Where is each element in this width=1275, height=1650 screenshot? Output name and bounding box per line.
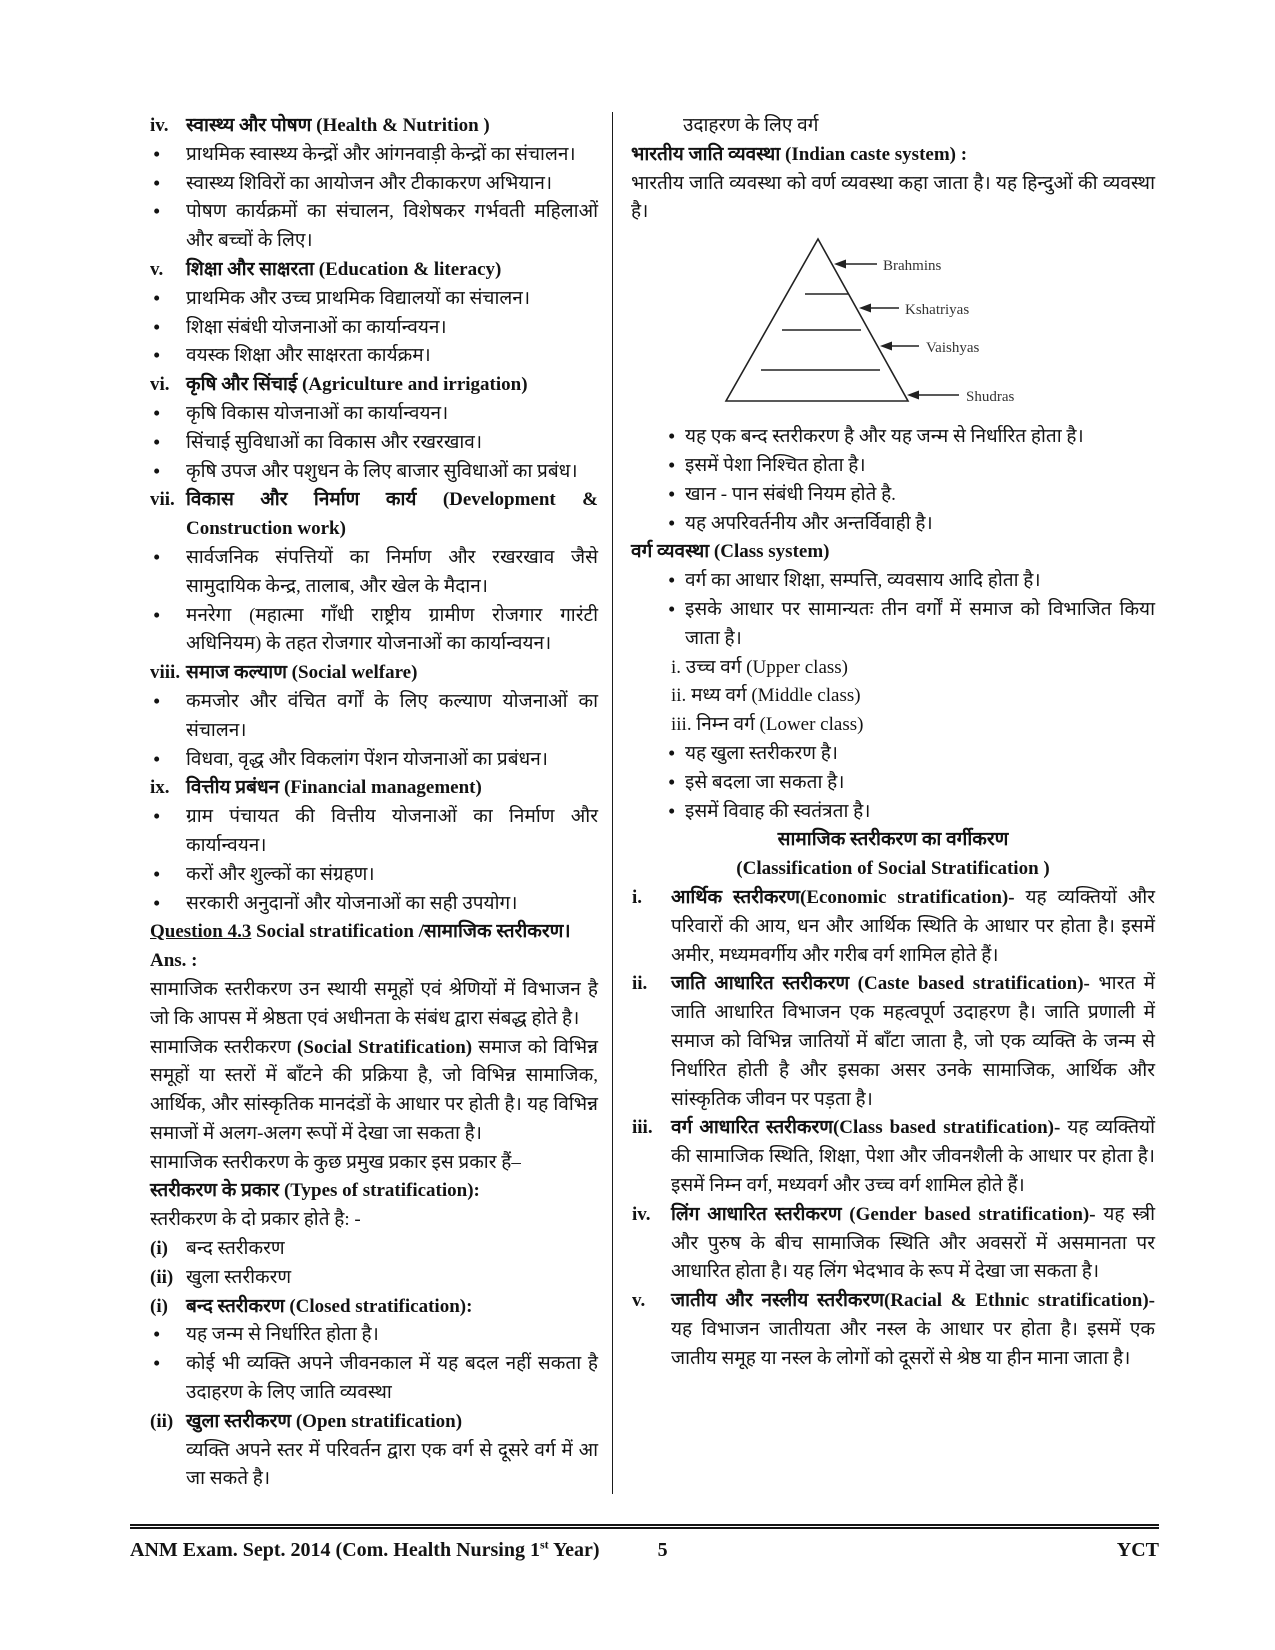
list-item-text: यह जन्म से निर्धारित होता है। [186,1324,379,1346]
list-item-text: सरकारी अनुदानों और योजनाओं का सही उपयोग। [186,892,518,914]
footer-left [130,1536,668,1565]
list-item [631,452,1155,481]
item-number: (i) [150,1295,168,1317]
bullet-icon: • [668,424,676,449]
list-item [150,803,598,861]
item-text: उच्च वर्ग (Upper class) [685,656,849,678]
section-heading-v [150,256,598,285]
section-number: iv. [150,115,169,136]
bullet-icon: • [153,141,161,166]
page-number: 5 [657,1539,668,1562]
list-item [150,890,598,919]
bullet-icon: • [153,458,161,483]
item-body: भारत में जाति आधारित विभाजन एक महत्वपूर्ण उदाहरण है। जाति प्रणाली में समाज को विभिन्न जातियों में बाँटा जाता है, जो एक व्यक्ति के जन्म से निर्धारित होती है और इसका असर उनके सामाजिक, आर्थिक और सांस्कृतिक जीवन पर पड़ता है। [671,973,1156,1110]
class-system-heading: वर्ग व्यवस्था (Class system) [631,541,830,563]
closed-stratification-heading [150,1293,598,1322]
list-item-text: यह अपरिवर्तनीय और अन्तर्विवाही है। [685,512,933,534]
answer-label: Ans. : [150,950,198,972]
bullet-icon: • [668,481,676,506]
list-item-text: सिंचाई सुविधाओं का विकास और रखरखाव। [186,431,483,453]
list-item-text: खान - पान संबंधी नियम होते है. [685,483,896,505]
types-heading: स्तरीकरण के प्रकार (Types of stratification): [150,1180,480,1202]
arrowhead-icon [907,391,919,400]
footer-exam-title [130,1536,600,1565]
item-lead: लिंग आधारित स्तरीकरण (Gender based stratification)- [671,1203,1096,1225]
bullet-icon: • [153,1322,161,1347]
list-item-text: ग्राम पंचायत की वित्तीय योजनाओं का निर्माण और कार्यान्वयन। [186,806,598,856]
section-heading-ix [150,774,598,803]
list-item [631,567,1155,596]
item-text: बन्द स्तरीकरण [186,1238,285,1260]
list-item-text: यह एक बन्द स्तरीकरण है और यह जन्म से निर्धारित होता है। [685,426,1084,448]
section-title: विकास और निर्माण कार्य (Development & Construction work) [186,489,598,540]
footer-text: Year) [552,1539,600,1562]
bullet-icon: • [668,740,676,765]
item-number: iii. [671,714,692,736]
section-heading-viii [150,659,598,688]
list-item-text: इसमें पेशा निश्चित होता है। [685,454,866,476]
section-number: viii. [150,662,181,684]
section-number: v. [150,258,164,280]
caste-pyramid-svg [705,233,1145,415]
bullet-icon: • [668,568,676,593]
carryover-line: उदाहरण के लिए वर्ग [683,115,819,136]
classification-heading-hindi: सामाजिक स्तरीकरण का वर्गीकरण [777,829,1009,851]
list-item-text: मनरेगा (महात्मा गाँधी राष्ट्रीय ग्रामीण रोजगार गारंटी अधिनियम) के तहत रोजगार योजनाओं का कार्यान्वयन। [186,604,598,655]
bullet-icon: • [153,429,161,454]
list-item-text: कृषि विकास योजनाओं का कार्यान्वयन। [186,402,449,424]
sublist-item [631,711,1155,740]
answer-paragraph [150,1034,598,1149]
open-stratification-body: व्यक्ति अपने स्तर में परिवर्तन द्वारा एक वर्ग से दूसरे वर्ग में आ जा सकते है। [186,1439,598,1490]
open-stratification-heading [150,1408,598,1437]
page-footer [130,1524,1159,1565]
list-item [631,596,1155,654]
classification-item [631,970,1155,1114]
bullet-icon: • [668,798,676,823]
list-item [631,740,1155,769]
classification-item [631,1287,1155,1373]
bullet-icon: • [153,170,161,195]
two-column-layout [150,112,1155,1494]
list-item [150,285,598,314]
item-lead: जाति आधारित स्तरीकरण (Caste based stratification)- [671,973,1090,995]
bullet-icon: • [668,452,676,477]
item-body: यह विभाजन जातीयता और नस्ल के आधार पर होता है। इसमें एक जातीय समूह या नस्ल के लोगों को दूसरों से श्रेष्ठ या हीन माना जाता है। [671,1318,1155,1369]
type-list-item [150,1235,598,1264]
pyramid-outline [726,239,908,401]
item-lead: जातीय और नस्लीय स्तरीकरण(Racial & Ethnic stratification)- [671,1290,1155,1312]
classification-heading-english: (Classification of Social Stratification ) [736,858,1050,880]
list-item-text: पोषण कार्यक्रमों का संचालन, विशेषकर गर्भवती महिलाओं और बच्चों के लिए। [186,201,598,252]
section-title: शिक्षा और साक्षरता (Education & literacy) [186,258,502,280]
paragraph-text: सामाजिक स्तरीकरण [150,1036,291,1058]
footer-publisher: YCT [1116,1539,1159,1562]
caste-system-paragraph: भारतीय जाति व्यवस्था को वर्ण व्यवस्था कहा जाता है। यह हिन्दुओं की व्यवस्था है। [631,172,1155,223]
heading-text: खुला स्तरीकरण (Open stratification) [186,1410,463,1432]
list-item-text: इसमें विवाह की स्वतंत्रता है। [685,800,871,822]
caste-pyramid-diagram [705,233,1155,415]
list-item-text: इसके आधार पर सामान्यतः तीन वर्गों में समाज को विभाजित किया जाता है। [685,598,1155,649]
sublist-item [631,682,1155,711]
list-item-text: वर्ग का आधार शिक्षा, सम्पत्ति, व्यवसाय आदि होता है। [685,570,1041,592]
list-item [150,746,598,775]
arrowhead-icon [834,260,846,269]
list-item [150,314,598,343]
question-title: Social stratification /सामाजिक स्तरीकरण। [256,921,571,943]
bullet-icon: • [153,890,161,915]
list-item-text: कमजोर और वंचित वर्गों के लिए कल्याण योजनाओं का संचालन। [186,690,598,741]
list-item [150,141,598,170]
list-item [150,861,598,890]
list-item-text: इसे बदला जा सकता है। [685,771,845,793]
item-number: (ii) [150,1266,174,1288]
question-label: Question 4.3 [150,921,252,943]
item-number: i. [671,656,682,678]
item-number: (i) [150,1238,168,1260]
item-number: iv. [632,1203,651,1225]
classification-item [631,1114,1155,1200]
list-item [631,510,1155,539]
list-item-text: वयस्क शिक्षा और साक्षरता कार्यक्रम। [186,345,431,367]
list-item [631,798,1155,827]
item-text: मध्य वर्ग (Middle class) [691,685,861,707]
section-number: ix. [150,777,170,799]
pyramid-label-kshatriyas: Kshatriyas [905,302,970,319]
bullet-icon: • [153,861,161,886]
section-heading-vii [150,486,598,544]
classification-item [631,1201,1155,1287]
type-list-item [150,1264,598,1293]
paragraph-text: समाज को विभिन्न समूहों या स्तरों में बाँटने की प्रक्रिया है, जो विभिन्न सामाजिक, आर्थिक, और सांस्कृतिक मानदंडों के आधार पर होती है। यह विभिन्न समाजों में अलग-अलग रूपों में देखा जा सकता है। [150,1036,598,1144]
bullet-icon: • [153,746,161,771]
bullet-icon: • [153,285,161,310]
bullet-icon: • [153,602,161,627]
list-item-text: शिक्षा संबंधी योजनाओं का कार्यान्वयन। [186,316,447,338]
types-intro: स्तरीकरण के दो प्रकार होते है: - [150,1209,361,1231]
list-item-text: यह खुला स्तरीकरण है। [685,742,839,764]
bullet-icon: • [153,343,161,368]
bullet-icon: • [668,596,676,621]
section-title: समाज कल्याण (Social welfare) [186,662,418,684]
list-item [150,458,598,487]
section-heading-iv [150,112,598,141]
list-item [150,602,598,660]
item-number: ii. [632,973,648,995]
section-number: vi. [150,374,170,396]
section-title: वित्तीय प्रबंधन (Financial management) [186,777,482,799]
item-text: निम्न वर्ग (Lower class) [696,714,864,736]
item-lead: आर्थिक स्तरीकरण(Economic stratification)- [671,886,1015,908]
item-lead: वर्ग आधारित स्तरीकरण(Class based stratification)- [671,1117,1061,1139]
bullet-icon: • [153,688,161,713]
question-heading [150,918,598,947]
arrowhead-icon [859,304,871,313]
list-item [150,429,598,458]
bullet-icon: • [668,769,676,794]
list-item [631,423,1155,452]
footer-ordinal: st [540,1537,549,1552]
pyramid-label-vaishyas: Vaishyas [926,340,980,357]
item-body: यह व्यक्तियों की सामाजिक स्थिति, शिक्षा, पेशा और जीवनशैली के आधार पर होता है। इसमें निम्न वर्ग, मध्यवर्ग और उच्च वर्ग शामिल होते हैं। [671,1117,1155,1196]
section-number: vii. [150,489,175,511]
list-item-text: स्वास्थ्य शिविरों का आयोजन और टीकाकरण अभियान। [186,172,553,194]
list-item-text: कृषि उपज और पशुधन के लिए बाजार सुविधाओं का प्रबंध। [186,460,578,482]
bullet-icon: • [153,804,161,829]
bullet-icon: • [153,199,161,224]
bullet-icon: • [153,400,161,425]
item-text: खुला स्तरीकरण [186,1266,292,1288]
list-item [631,481,1155,510]
list-item [150,342,598,371]
section-title: स्वास्थ्य और पोषण (Health & Nutrition ) [186,115,490,136]
heading-text: बन्द स्तरीकरण (Closed stratification): [186,1295,473,1317]
list-item-text: करों और शुल्कों का संग्रहण। [186,863,375,885]
list-item [150,170,598,199]
pyramid-label-brahmins: Brahmins [883,258,942,275]
bullet-icon: • [153,1351,161,1376]
list-item [150,688,598,746]
left-column [150,112,612,1494]
list-item-text: कोई भी व्यक्ति अपने जीवनकाल में यह बदल नहीं सकता है उदाहरण के लिए जाति व्यवस्था [186,1353,598,1404]
arrowhead-icon [880,342,892,351]
section-heading-vi [150,371,598,400]
pyramid-label-shudras: Shudras [966,389,1015,406]
footer-text: ANM Exam. Sept. 2014 (Com. Health Nursing 1 [130,1539,540,1562]
bullet-icon: • [153,544,161,569]
item-number: (ii) [150,1410,174,1432]
list-item-text: विधवा, वृद्ध और विकलांग पेंशन योजनाओं का प्रबंधन। [186,748,548,770]
list-item [150,198,598,256]
sublist-item [631,654,1155,683]
list-item [150,1350,598,1408]
list-item [150,1321,598,1350]
section-title: कृषि और सिंचाई (Agriculture and irrigation) [186,374,528,396]
item-number: iii. [632,1117,653,1139]
paragraph-bold-text: (Social Stratification) [297,1036,473,1058]
caste-system-heading: भारतीय जाति व्यवस्था (Indian caste system) : [631,143,968,165]
list-item-text: प्राथमिक स्वास्थ्य केन्द्रों और आंगनवाड़ी केन्द्रों का संचालन। [186,143,576,165]
item-number: v. [632,1290,646,1312]
list-item [631,769,1155,798]
item-body: यह स्त्री और पुरुष के बीच सामाजिक स्थिति और अवसरों में असमानता पर आधारित होता है। यह लिंग भेदभाव के रूप में देखा जा सकता है। [671,1203,1156,1283]
list-item-text: सार्वजनिक संपत्तियों का निर्माण और रखरखाव जैसे सामुदायिक केन्द्र, तालाब, और खेल के मैदान। [186,546,598,597]
answer-paragraph: सामाजिक स्तरीकरण उन स्थायी समूहों एवं श्रेणियों में विभाजन है जो कि आपस में श्रेष्ठता एवं अधीनता के संबंध द्वारा संबद्ध होते है। [150,978,598,1029]
item-body: यह व्यक्तियों और परिवारों की आय, धन और आर्थिक स्थिति के आधार पर होता है। इसमें अमीर, मध्यमवर्गीय और गरीब वर्ग शामिल होते हैं। [671,886,1155,966]
list-item [150,544,598,602]
list-item-text: प्राथमिक और उच्च प्राथमिक विद्यालयों का संचालन। [186,287,531,309]
list-item [150,400,598,429]
classification-item [631,884,1155,970]
right-column [612,112,1155,1494]
bullet-icon: • [668,510,676,535]
item-number: i. [632,886,643,908]
bullet-icon: • [153,314,161,339]
answer-paragraph: सामाजिक स्तरीकरण के कुछ प्रमुख प्रकार इस प्रकार हैं– [150,1151,521,1173]
item-number: ii. [671,685,687,707]
